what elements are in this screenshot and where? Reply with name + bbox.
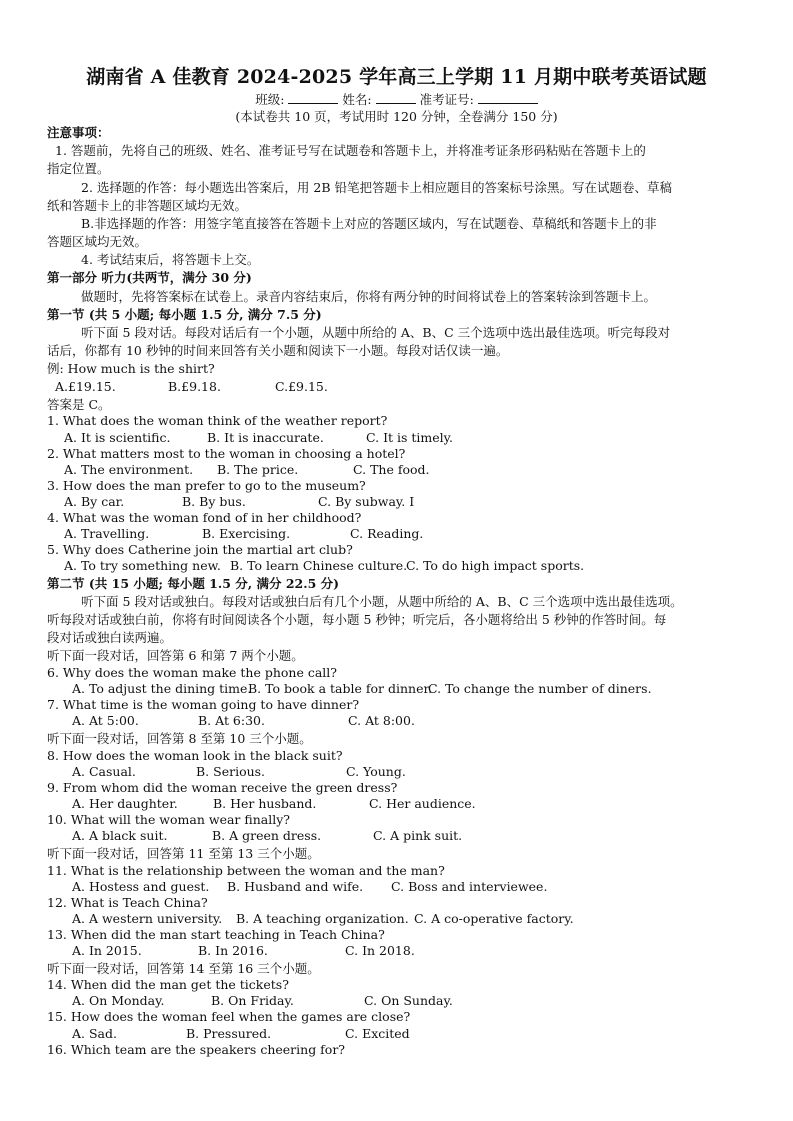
- answer-option[interactable]: B. It is inaccurate.: [207, 430, 324, 445]
- answer-option[interactable]: B. Exercising.: [202, 526, 291, 541]
- answer-option[interactable]: B. Husband and wife.: [227, 879, 364, 894]
- notice-line: 1. 答题前，先将自己的班级、姓名、准考证号写在试题卷和答题卡上，并将准考证条形码粘贴在答题卡上的: [55, 143, 646, 158]
- section2-intro: 听下面 5 段对话或独白。每段对话或独白后有几个小题，从题中所给的 A、B、C 三个选项中选出最佳选项。: [81, 594, 683, 609]
- answer-option[interactable]: C. To do high impact sports.: [406, 558, 585, 573]
- answer-option[interactable]: C. A co-operative factory.: [414, 911, 574, 926]
- notice-line: 4. 考试结束后，将答题卡上交。: [81, 252, 260, 267]
- answer-option[interactable]: C. A pink suit.: [373, 828, 463, 843]
- answer-option[interactable]: C. To change the number of diners.: [428, 681, 652, 696]
- answer-option[interactable]: A. Travelling.: [64, 526, 150, 541]
- notice-line: B.非选择题的作答：用签字笔直接答在答题卡上对应的答题区域内，写在试题卷、草稿纸和答题卡上的非: [81, 216, 657, 231]
- group-lead: 听下面一段对话，回答第 14 至第 16 三个小题。: [47, 961, 320, 976]
- question-text: 11. What is the relationship between the woman and the man?: [47, 863, 445, 878]
- name-label: 姓名:: [342, 92, 372, 107]
- answer-option[interactable]: B. A green dress.: [212, 828, 322, 843]
- answer-option[interactable]: A. In 2015.: [72, 943, 142, 958]
- class-blank[interactable]: [288, 91, 338, 104]
- answer-option[interactable]: B. By bus.: [182, 494, 246, 509]
- section2-intro: 听每段对话或独白前，你将有时间阅读各个小题，每小题 5 秒钟；听完后，各小题将给出 5 秒钟的作答时间。每: [47, 612, 667, 627]
- question-text: 7. What time is the woman going to have dinner?: [47, 697, 360, 712]
- answer-option[interactable]: A. It is scientific.: [64, 430, 171, 445]
- group-lead: 听下面一段对话，回答第 11 至第 13 三个小题。: [47, 846, 320, 861]
- question-text: 16. Which team are the speakers cheering for?: [47, 1042, 345, 1057]
- answer-option[interactable]: B. To learn Chinese culture.: [230, 558, 408, 573]
- question-text: 6. Why does the woman make the phone call?: [47, 665, 337, 680]
- group-lead: 听下面一段对话，回答第 6 和第 7 两个小题。: [47, 648, 304, 663]
- answer-option[interactable]: C. The food.: [353, 462, 430, 477]
- answer-option[interactable]: B. On Friday.: [211, 993, 294, 1008]
- answer-option[interactable]: B. The price.: [217, 462, 299, 477]
- example-option: C.£9.15.: [275, 379, 328, 394]
- part1-heading: 第一部分 听力(共两节，满分 30 分): [47, 270, 252, 285]
- answer-option[interactable]: B. In 2016.: [198, 943, 268, 958]
- answer-option[interactable]: C. At 8:00.: [348, 713, 415, 728]
- section1-heading: 第一节 (共 5 小题; 每小题 1.5 分, 满分 7.5 分): [47, 307, 322, 322]
- notice-line: 指定位置。: [47, 161, 110, 176]
- id-blank[interactable]: [478, 91, 538, 104]
- group-lead: 听下面一段对话，回答第 8 至第 10 三个小题。: [47, 731, 312, 746]
- question-text: 1. What does the woman think of the weather report?: [47, 413, 388, 428]
- question-text: 3. How does the man prefer to go to the museum?: [47, 478, 366, 493]
- example-question: 例: How much is the shirt?: [47, 361, 215, 376]
- answer-option[interactable]: B. To book a table for dinner.: [248, 681, 433, 696]
- question-text: 13. When did the man start teaching in Teach China?: [47, 927, 385, 942]
- answer-option[interactable]: C. Excited: [345, 1026, 410, 1041]
- answer-option[interactable]: A. A western university.: [72, 911, 223, 926]
- id-label: 准考证号:: [419, 92, 474, 107]
- class-label: 班级:: [255, 92, 285, 107]
- section1-intro: 听下面 5 段对话。每段对话后有一个小题，从题中所给的 A、B、C 三个选项中选出最佳选项。听完每段对: [81, 325, 671, 340]
- part1-intro: 做题时，先将答案标在试卷上。录音内容结束后，你将有两分钟的时间将试卷上的答案转涂到答题卡上。: [81, 289, 657, 304]
- answer-option[interactable]: A. A black suit.: [72, 828, 168, 843]
- example-option: A.£19.15.: [55, 379, 116, 394]
- answer-option[interactable]: B. Her husband.: [213, 796, 317, 811]
- question-text: 8. How does the woman look in the black suit?: [47, 748, 343, 763]
- exam-title: 湖南省 A 佳教育 2024-2025 学年高三上学期 11 月期中联考英语试题: [86, 66, 707, 88]
- answer-option[interactable]: A. By car.: [64, 494, 125, 509]
- notice-line: 纸和答题卡上的非答题区域均无效。: [47, 198, 248, 213]
- example-option: B.£9.18.: [168, 379, 221, 394]
- notice-heading: 注意事项：: [47, 125, 110, 140]
- answer-option[interactable]: A. Casual.: [72, 764, 136, 779]
- answer-option[interactable]: A. Sad.: [72, 1026, 117, 1041]
- name-blank[interactable]: [376, 91, 416, 104]
- answer-option[interactable]: A. The environment.: [64, 462, 194, 477]
- question-text: 4. What was the woman fond of in her childhood?: [47, 510, 362, 525]
- answer-option[interactable]: B. A teaching organization.: [236, 911, 409, 926]
- section1-intro: 话后，你都有 10 秒钟的时间来回答有关小题和阅读下一小题。每段对话仅读一遍。: [47, 343, 509, 358]
- question-text: 10. What will the woman wear finally?: [47, 812, 290, 827]
- answer-option[interactable]: A. At 5:00.: [72, 713, 139, 728]
- question-text: 14. When did the man get the tickets?: [47, 977, 289, 992]
- example-answer: 答案是 C。: [47, 397, 111, 412]
- answer-option[interactable]: A. To try something new.: [64, 558, 221, 573]
- section2-heading: 第二节 (共 15 小题; 每小题 1.5 分, 满分 22.5 分): [47, 576, 340, 591]
- answer-option[interactable]: C. Reading.: [350, 526, 424, 541]
- answer-option[interactable]: C. On Sunday.: [364, 993, 453, 1008]
- question-text: 12. What is Teach China?: [47, 895, 208, 910]
- question-text: 2. What matters most to the woman in choosing a hotel?: [47, 446, 406, 461]
- notice-line: 答题区域均无效。: [47, 234, 148, 249]
- student-info-line: [0, 90, 793, 108]
- answer-option[interactable]: A. Her daughter.: [72, 796, 178, 811]
- question-text: 15. How does the woman feel when the games are close?: [47, 1009, 411, 1024]
- question-text: 5. Why does Catherine join the martial art club?: [47, 542, 353, 557]
- answer-option[interactable]: B. Serious.: [196, 764, 266, 779]
- answer-option[interactable]: A. Hostess and guest.: [72, 879, 210, 894]
- answer-option[interactable]: A. To adjust the dining time.: [72, 681, 252, 696]
- answer-option[interactable]: B. Pressured.: [186, 1026, 272, 1041]
- answer-option[interactable]: C. By subway. I: [318, 494, 415, 509]
- exam-note: (本试卷共 10 页，考试用时 120 分钟，全卷满分 150 分): [235, 109, 558, 124]
- answer-option[interactable]: C. Her audience.: [369, 796, 476, 811]
- notice-line: 2. 选择题的作答：每小题选出答案后，用 2B 铅笔把答题卡上相应题目的答案标号涂黑。写在试题卷、草稿: [81, 180, 672, 195]
- section2-intro: 段对话或独白读两遍。: [47, 630, 173, 645]
- answer-option[interactable]: C. Young.: [346, 764, 406, 779]
- answer-option[interactable]: A. On Monday.: [72, 993, 165, 1008]
- question-text: 9. From whom did the woman receive the green dress?: [47, 780, 398, 795]
- answer-option[interactable]: C. Boss and interviewee.: [391, 879, 548, 894]
- answer-option[interactable]: C. In 2018.: [345, 943, 415, 958]
- answer-option[interactable]: C. It is timely.: [366, 430, 454, 445]
- answer-option[interactable]: B. At 6:30.: [198, 713, 265, 728]
